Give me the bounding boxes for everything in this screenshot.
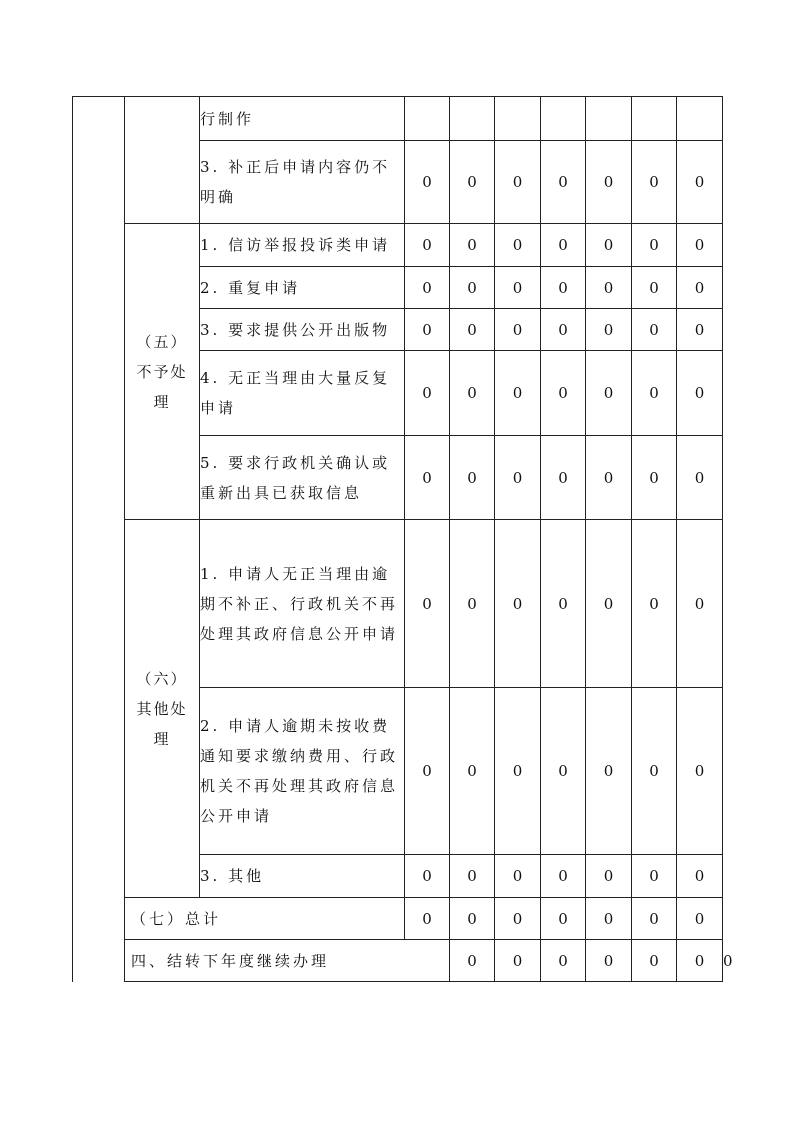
value-cell: 0 [632,520,677,688]
value-cell: 0 [495,436,541,520]
value-cell: 0 [632,224,677,267]
value-cell: 0 [495,224,541,267]
row-label: 3. 其他 [200,855,405,898]
row-label: 3. 补正后申请内容仍不明确 [200,141,405,224]
total-row [73,898,723,940]
value-cell: 0 [632,940,677,982]
value-cell: 0 [586,267,632,309]
value-cell: 0 [632,898,677,940]
value-cell: 0 [495,351,541,436]
value-cell: 0 [450,351,495,436]
value-cell: 0 [541,309,586,351]
value-cell: 0 [495,855,541,898]
value-cell: 0 [677,267,723,309]
value-cell: 0 [405,309,450,351]
category-cell: （六）其他处理 [125,520,200,898]
value-cell: 0 [586,940,632,982]
value-cell: 0 [586,141,632,224]
value-cell: 0 [541,141,586,224]
value-cell: 0 [405,898,450,940]
value-cell: 0 [677,141,723,224]
value-cell: 0 [450,940,495,982]
row-label: 1. 申请人无正当理由逾期不补正、行政机关不再处理其政府信息公开申请 [200,520,405,688]
row-label: 2. 重复申请 [200,267,405,309]
statistics-table [72,96,733,982]
table-row [73,97,723,141]
value-cell: 0 [495,141,541,224]
value-cell: 0 [405,436,450,520]
value-cell: 0 [405,141,450,224]
value-cell: 0 [450,688,495,855]
table-row [73,520,723,688]
value-cell: 0 [677,855,723,898]
category-cell [125,97,200,224]
value-cell: 0 [405,224,450,267]
value-cell: 0 [677,436,723,520]
category-cell: （五）不予处理 [125,224,200,520]
row-label: 行制作 [200,97,405,141]
value-cell: 0 [677,898,723,940]
value-cell: 0 [450,267,495,309]
value-cell: 0 [677,688,723,855]
value-cell: 0 [677,224,723,267]
value-cell: 0 [541,688,586,855]
value-cell: 0 [586,224,632,267]
value-cell: 0 [541,224,586,267]
value-cell: 0 [541,898,586,940]
value-cell: 0 [405,855,450,898]
value-cell: 0 [450,436,495,520]
value-cell: 0 [495,688,541,855]
value-cell: 0 [405,688,450,855]
total-label: （七）总计 [125,898,405,940]
value-cell: 0 [541,940,586,982]
value-cell: 0 [677,520,723,688]
row-label: 2. 申请人逾期未按收费通知要求缴纳费用、行政机关不再处理其政府信息公开申请 [200,688,405,855]
value-cell: 0 [677,351,723,436]
row-label: 4. 无正当理由大量反复申请 [200,351,405,436]
value-cell: 0 [450,520,495,688]
value-cell: 0 [632,436,677,520]
value-cell: 0 [495,520,541,688]
value-cell: 0 [541,351,586,436]
value-cell: 0 [632,309,677,351]
value-cell: 0 [632,688,677,855]
value-cell: 0 [405,351,450,436]
value-cell: 0 [677,309,723,351]
value-cell: 0 [586,351,632,436]
row-label: 3. 要求提供公开出版物 [200,309,405,351]
value-cell: 0 [405,267,450,309]
carry-over-label: 四、结转下年度继续办理 [125,940,450,982]
carry-over-row: 四、结转下年度继续办理 0 0 0 0 0 0 0 [73,940,723,982]
table-row [73,224,723,267]
value-cell: 0 [632,855,677,898]
value-cell: 0 [405,520,450,688]
value-cell: 0 [495,898,541,940]
value-cell: 0 [450,855,495,898]
value-cell: 0 [541,520,586,688]
value-cell: 0 [450,309,495,351]
row-label: 5. 要求行政机关确认或重新出具已获取信息 [200,436,405,520]
value-cell: 0 [541,267,586,309]
value-cell: 0 [541,855,586,898]
value-cell: 0 [495,309,541,351]
value-cell: 0 [632,141,677,224]
row-label: 1. 信访举报投诉类申请 [200,224,405,267]
value-cell: 0 [677,940,723,982]
value-cell: 0 [586,309,632,351]
value-cell: 0 [450,141,495,224]
value-cell: 0 [495,267,541,309]
value-cell: 0 [586,688,632,855]
value-cell: 0 [450,224,495,267]
section-gutter [73,97,125,982]
value-cell: 0 [495,940,541,982]
value-cell: 0 [450,898,495,940]
value-cell: 0 [586,855,632,898]
value-cell: 0 [541,436,586,520]
value-cell: 0 [586,436,632,520]
value-cell: 0 [586,898,632,940]
value-cell: 0 [586,520,632,688]
value-cell: 0 [632,267,677,309]
value-cell: 0 [632,351,677,436]
